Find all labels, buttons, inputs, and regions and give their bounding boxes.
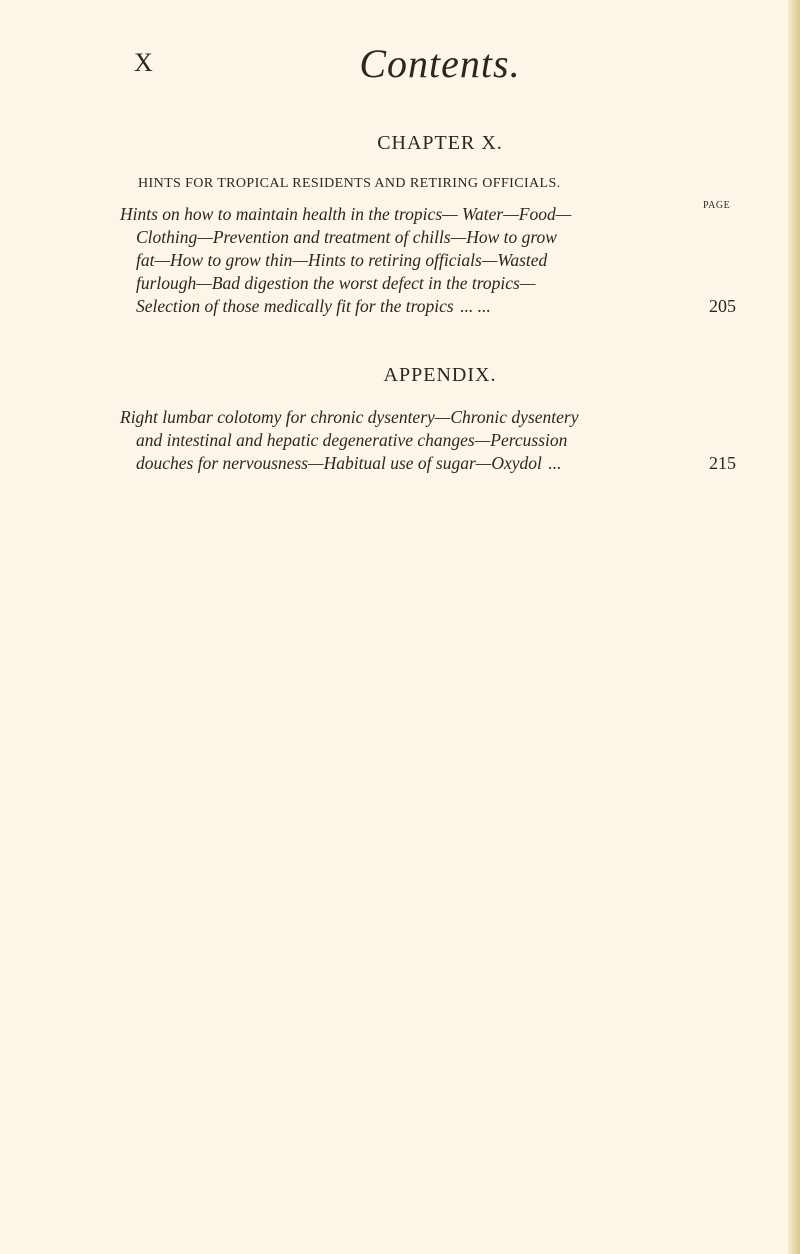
- page-edge: [788, 0, 800, 1254]
- entry-line-last: [120, 452, 732, 475]
- entry-line: Hints on how to maintain health in the tropics— Water—Food—: [120, 204, 572, 224]
- entry-line: Clothing—Prevention and treatment of chills—How to grow: [136, 227, 557, 247]
- entry-line-text: Selection of those medically fit for the tropics: [136, 296, 454, 316]
- entry-line: furlough—Bad digestion the worst defect in the tropics—: [136, 273, 536, 293]
- chapter-heading: CHAPTER X.: [377, 132, 503, 154]
- appendix-heading: APPENDIX.: [383, 364, 497, 386]
- running-title: Contents.: [359, 41, 521, 86]
- entry-page-number: 215: [709, 453, 736, 473]
- entry-line: and intestinal and hepatic degenerative changes—Percussion: [136, 430, 568, 450]
- chapter-x-contents-entry: [120, 203, 736, 318]
- entry-line-text: douches for nervousness—Habitual use of sugar—Oxydol: [136, 453, 542, 473]
- dot-leader: ... ...: [459, 296, 491, 316]
- entry-line: Right lumbar colotomy for chronic dysentery—Chronic dysentery: [120, 407, 579, 427]
- page-number: X: [134, 48, 154, 77]
- entry-line-last: [120, 295, 732, 318]
- appendix-contents-entry: [120, 406, 736, 475]
- entry-line: fat—How to grow thin—Hints to retiring officials—Wasted: [136, 250, 548, 270]
- dot-leader: ...: [547, 453, 562, 473]
- page-column-label: PAGE: [703, 200, 731, 211]
- chapter-title: HINTS FOR TROPICAL RESIDENTS AND RETIRING OFFICIALS.: [138, 176, 561, 191]
- entry-page-number: 205: [709, 296, 736, 316]
